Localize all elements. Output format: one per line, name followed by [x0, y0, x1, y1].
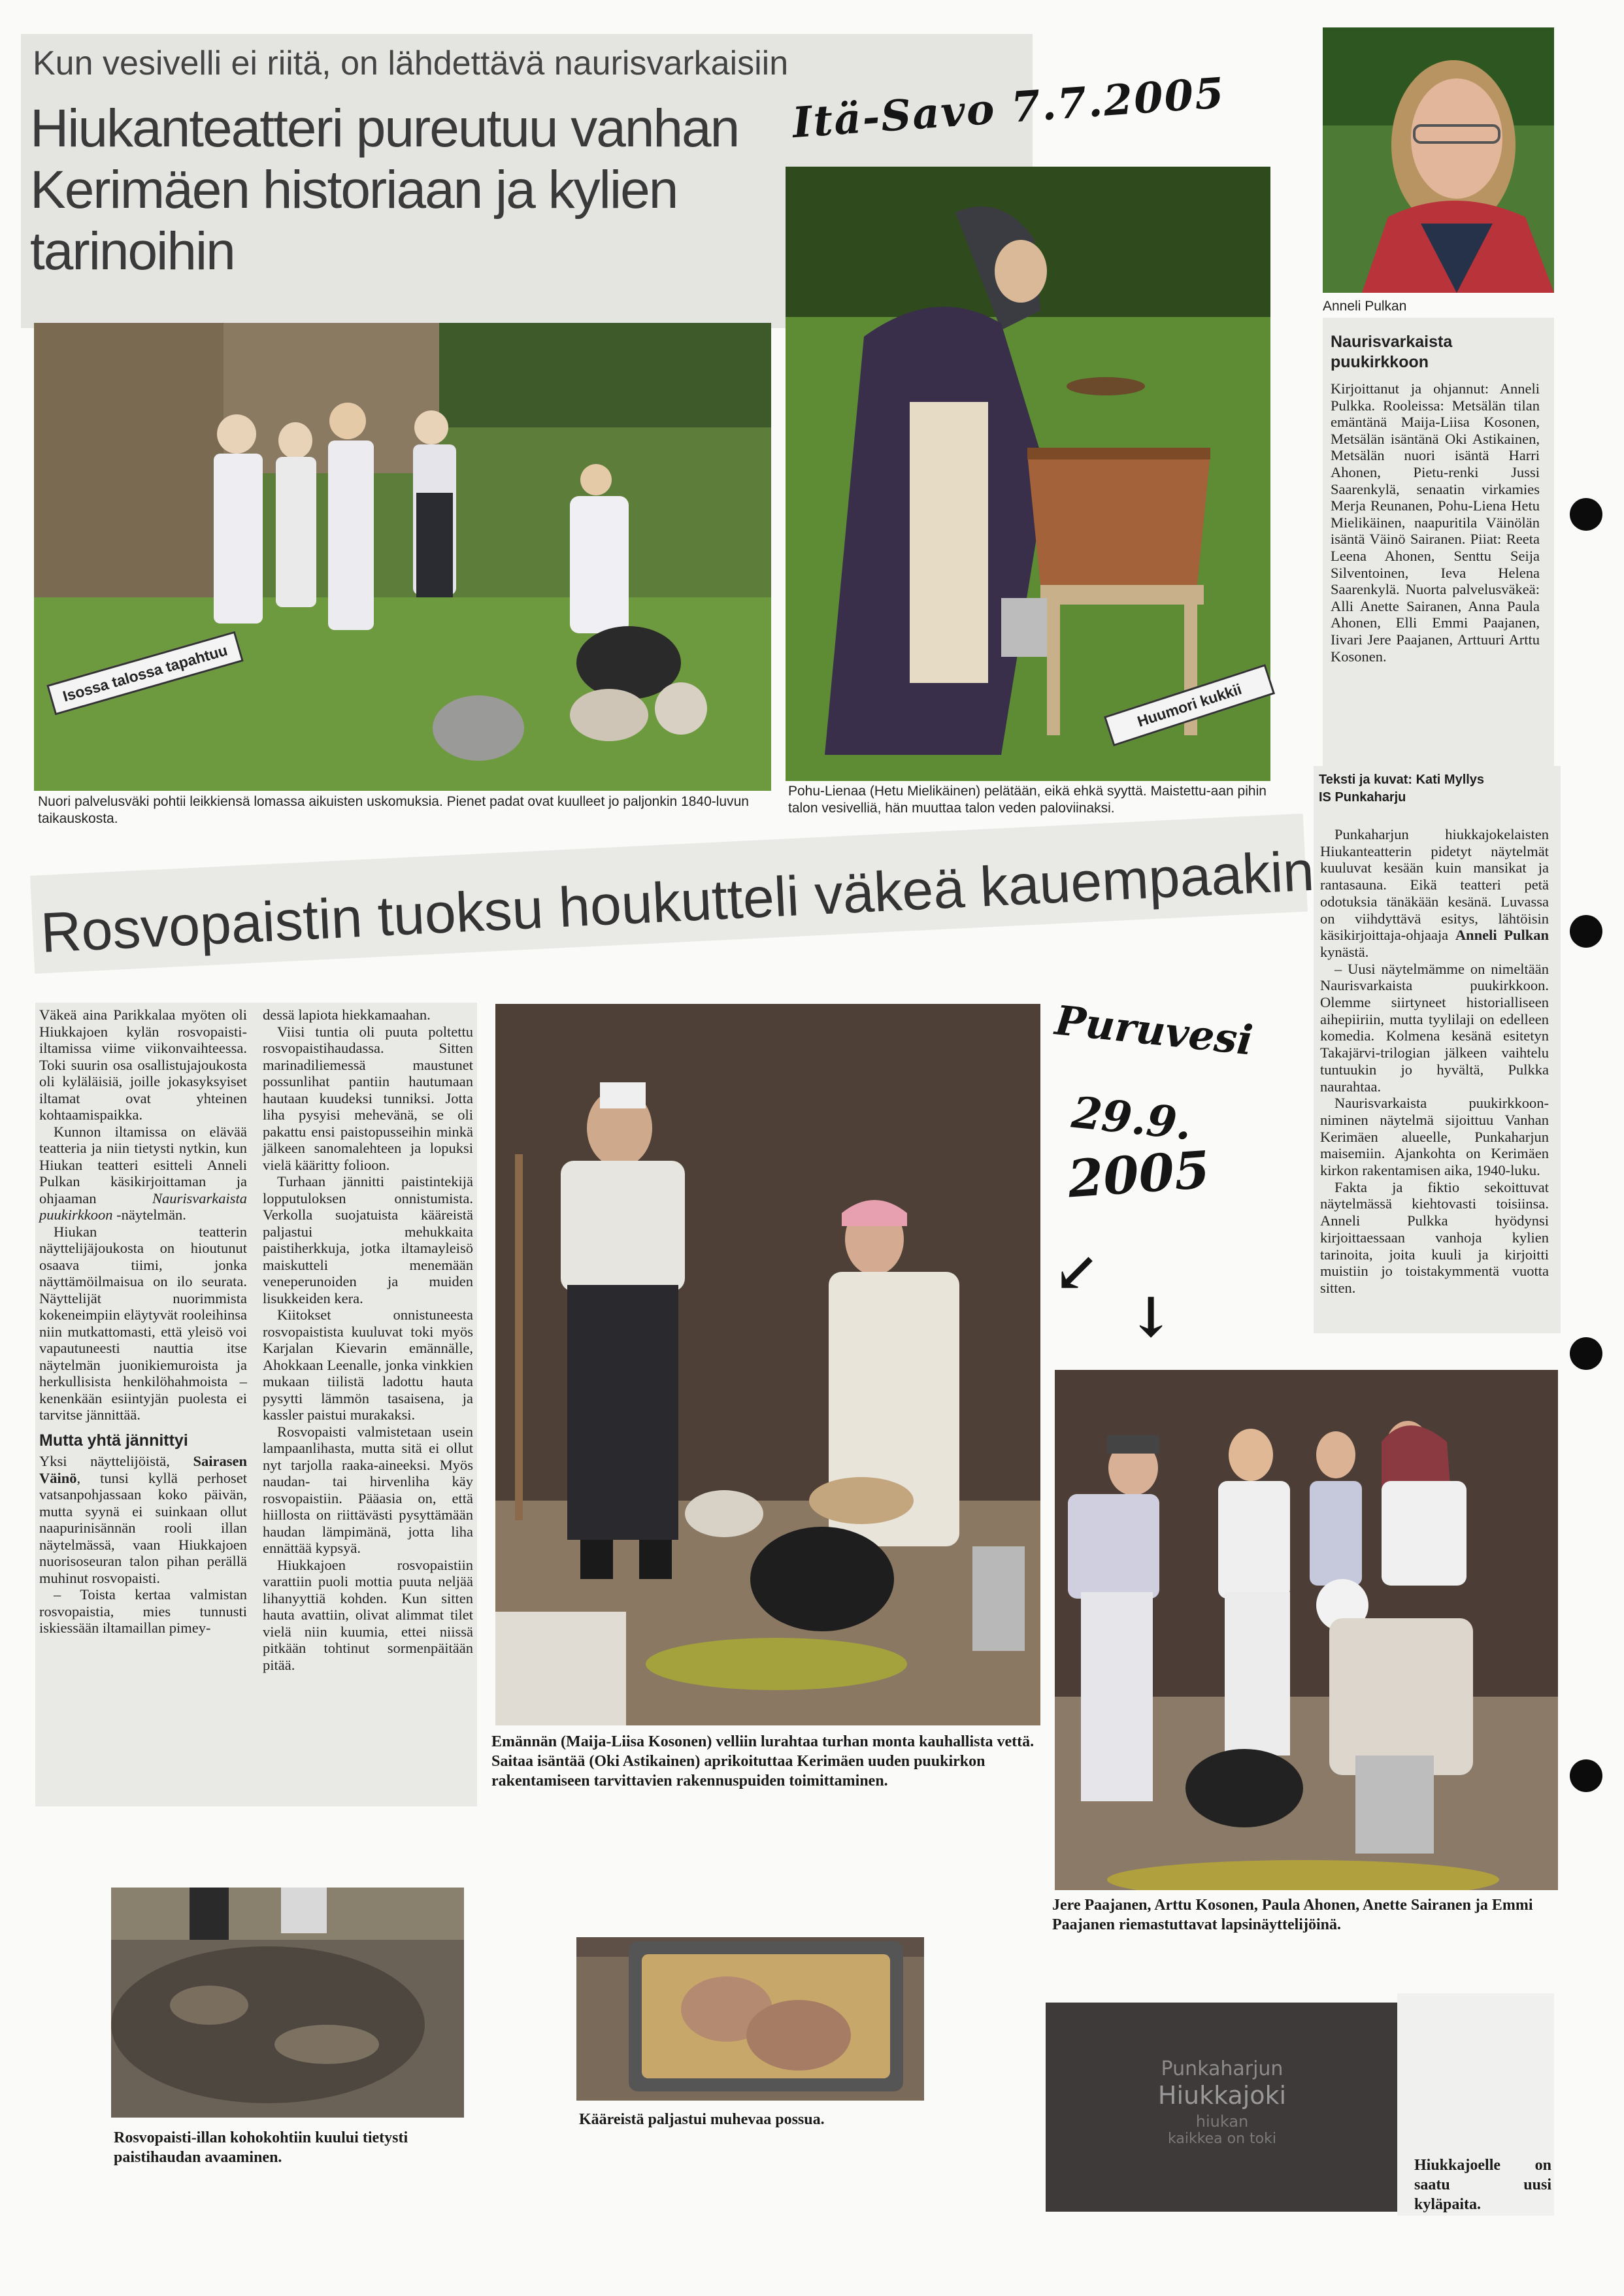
- punch-hole: [1570, 498, 1602, 531]
- sign-line-3: hiukan: [1195, 2112, 1249, 2131]
- handwritten-source: Puruvesi: [1053, 996, 1255, 1065]
- col2-p1: dessä lapiota hiekkamaahan.: [263, 1007, 431, 1023]
- handwritten-arrow-down: ↓: [1128, 1285, 1174, 1350]
- article1-body-p2: – Uusi näytelmämme on nimeltään Naurisvarkaista puukirkkoon. Olemme siirtyneet historialliseen aihepiiriin, mutta tyylilaji on edelleen komedia. Kolmena kesänä esitetyn Takajärvi-trilogian jälkeen vaihtelu tuntuukin jo hyvältä, Pulkka naurahtaa.: [1320, 960, 1549, 1095]
- punch-hole: [1570, 915, 1602, 948]
- col2-p2: Viisi tuntia oli puuta poltettu rosvopaistihaudassa. Sitten marinadiliemessä maustunet possunlihat pantiin hautumaan hautaan kuudeksi tunniksi. Jotta liha pysyisi mehevänä, se oli pakattu ensi paistopusseihin minkä jälkeen sanomalehteen ja lopuksi vielä kääritty folioon.: [263, 1023, 473, 1173]
- article1-body-author-name: Anneli Pulkan: [1455, 927, 1549, 944]
- article2-column-2: [263, 1007, 473, 1673]
- col1-p2: [39, 1123, 247, 1223]
- col1-p5: – Toista kertaa valmistan rosvopaistia, mies tunnusti iskiessään iltamaillan pimey-: [39, 1586, 247, 1636]
- photo-child-actors-image: [1055, 1370, 1558, 1890]
- photo-roast-pit-image: [111, 1888, 464, 2118]
- sign-caption: Hiukkajoelle on saatu uusi kyläpaita.: [1414, 2157, 1551, 2213]
- col1-p4-text: Yksi näyttelijöistä,: [39, 1453, 170, 1469]
- col2-p6: Hiukkajoen rosvopaistiin varattiin puoli mottia puuta neljää lihanyyttiä kohden. Kun sitten hauta avattiin, olivat alimmat tilet vielä niin kuumia, ettei niissä pitkään tohtinut sormenpäitään pitää.: [263, 1556, 473, 1673]
- col1-p2-end: -näytelmän.: [116, 1206, 186, 1223]
- col1-p1: Väkeä aina Parikkalaa myöten oli Hiukkajoen kylän rosvopaisti-iltamissa viime viikonvaihteessa. Toki suurin osa osallistujajoukosta oli kyläläisiä, joille jokasyksyiset iltamat ovat yhteinen kohtaamispaikka.: [39, 1007, 247, 1123]
- col1-p3: Hiukan teatterin näyttelijäjoukosta on hioutunut osaava tiimi, jonka näyttämöilmaisua on ilo seurata. Näyttelijät nuorimmista kokeneimpiin eläytyvät rooleihinsa niin mutkattomasti, että yleisö voi vapautuneesti nauttia itse näytelmän juonikiemuroista ja herkullisista henkilöhahmoista – kenenkään esiintyjän puolesta ei tarvitse jännittää.: [39, 1223, 247, 1423]
- col1-play-title: Naurisvarkaista puukirkkoon: [39, 1190, 247, 1223]
- photo2-caption: Pohu-Lienaa (Hetu Mielikäinen) pelätään, eikä ehkä syyttä. Maistettu-aan pihin talon vesivelliä, hän muuttaa talon veden paloviinaksi.: [788, 784, 1267, 816]
- article1-body-p3: Naurisvarkaista puukirkkoon-niminen näytelmä sijoittuu Vanhan Kerimäen alueelle, Punkaharjun maisemiin. Ajankohta on Kerimäen kirkon rakentamisen aika, 1940-luku.: [1320, 1095, 1549, 1179]
- col2-p4: Kiitokset onnistuneesta rosvopaistista kuuluvat toki myös Karjalan Kievarin emännälle, Ahokkaan Leenalle, jonka vinkkien mukaan tiilistä ladottu hauta pysytti lämmön tasaisena, ja kassler paistui murakaksi.: [263, 1306, 473, 1423]
- infobox-text: Kirjoittanut ja ohjannut: Anneli Pulkka. Rooleissa: Metsälän tilan emäntänä Maija-Liisa Kosonen, Metsälän isäntänä Oki Astikainen, Metsälän nuori isäntä Harri Ahonen, Pietu-renki Jussi Saarenkylä, senaatin virkamies Merja Reunanen, Pohu-Liena Hetu Mielikäinen, naapuritila Väinölän isäntä Väinö Sairanen. Piiat: Reeta Leena Ahonen, Senttu Seija Silventoinen, Ieva Helena Saarenkylä. Nuorta palvelusväkeä: Alli Anette Sairanen, Anna Paula Ahonen, Elli Emmi Paajanen, Iivari Jere Paajanen, Arttuuri Arttu Kosonen.: [1331, 380, 1540, 665]
- photo-stage-couple-image: [495, 1004, 1040, 1725]
- col1-p4-name: Sairasen Väinö: [39, 1453, 247, 1486]
- photo-kids-caption: Jere Paajanen, Arttu Kosonen, Paula Ahonen, Anette Sairanen ja Emmi Paajanen riemastuttavat lapsinäyttelijöinä.: [1052, 1897, 1533, 1933]
- sign-line-1: Punkaharjun: [1161, 2057, 1284, 2080]
- article1-body-p1-text: Punkaharjun hiukkajokelaisten Hiukanteatterin pidetyt näytelmät kuuluvat kesään kuin mansikat ja rantasauna. Eikä teatteri petä odotuksia tänäkään kesänä. Luvassa on viihdyttävä esitys, lähtöisin käsikirjoittaja-ohjaaja: [1320, 826, 1549, 944]
- photo-stage-couple: [495, 1004, 1040, 1725]
- portrait-anneli-pulkka: [1323, 27, 1554, 293]
- col1-subhead: Mutta yhtä jännittyi: [39, 1431, 188, 1450]
- article1-headline: Hiukanteatteri pureutuu vanhan Kerimäen historiaan ja kylien tarinoihin: [30, 99, 739, 281]
- photo-roast-pan-image: [576, 1937, 924, 2101]
- col1-p4-end: , tunsi kyllä perhoset vatsanpohjassaan koko päivän, mutta syynä ei suinkaan ollut naapurinisännän rooli illan näytelmässä, vaan Hiukkajoen nuorisoseuran talon pihan perällä muhinut rosvopaisti.: [39, 1469, 247, 1586]
- article2-column-1: [39, 1007, 247, 1637]
- photo-children-yard-image: [34, 323, 771, 791]
- photo-roast-pan: [576, 1937, 924, 2101]
- photo-stage-caption: Emännän (Maija-Liisa Kosonen) velliin lurahtaa turhan monta kauhallista vettä. Saitaa isäntää (Oki Astikainen) aprikoituttaa Kerimäen uuden puukirkon rakentamiseen tarvittavien rakennuspuiden toimittaminen.: [491, 1733, 1035, 1789]
- byline-author: Teksti ja kuvat: Kati Myllys: [1319, 773, 1485, 787]
- photo2-tag: Huumori kukkii: [1104, 664, 1275, 746]
- photo1-caption: Nuori palvelusväki pohtii leikkiensä lomassa aikuisten uskomuksia. Pienet padat ovat kuulleet jo paljonkin 1840-luvun taikauskosta.: [38, 794, 749, 826]
- article1-body-p1-end: kynästä.: [1320, 943, 1369, 960]
- handwritten-date-2-day: 29.9.: [1069, 1086, 1195, 1150]
- photo-roast-pit: [111, 1888, 464, 2118]
- article2-headline: Rosvopaistin tuoksu houkutteli väkeä kauempaakin: [39, 839, 1316, 965]
- col1-p2-text: Kunnon iltamissa on elävää teatteria ja niin tietysti nytkin, kun Hiukan teatteri esitteli Anneli Pulkan käsikirjoittaman ja ohjaaman: [39, 1123, 247, 1206]
- photo-pit-caption: Rosvopaisti-illan kohokohtiin kuului tietysti paistihaudan avaaminen.: [114, 2129, 408, 2166]
- article1-body: [1320, 826, 1549, 1297]
- photo-children-yard: [34, 323, 771, 791]
- handwritten-date-2-year: 2005: [1066, 1140, 1212, 1210]
- photo1-tag: Isossa talossa tapahtuu: [46, 631, 244, 716]
- col2-p3: Turhaan jännitti paistintekijä lopputuloksen onnistumista. Verkolla suojatuista kääreistä paljastui mehukkaita paistiherkkuja, jotka iltamayleisö maiskutteli menemään veneperunoiden ja muiden lisukkeiden kera.: [263, 1173, 473, 1306]
- col1-p4: [39, 1453, 247, 1586]
- photo-child-actors: [1055, 1370, 1558, 1890]
- byline-place: IS Punkaharju: [1319, 790, 1406, 805]
- col2-p5: Rosvopaisti valmistetaan usein lampaanlihasta, mutta sitä ei ollut nyt tarjolla raaka-aineeksi. Myös naudan- tai hirvenliha käy rosvopaistiin. Pääasia on, että hiillosta on riittävästi pysyttämään haudan lämpimänä, jotta liha ennättää kypsyä.: [263, 1423, 473, 1556]
- article1-body-p4: Fakta ja fiktio sekoittuvat näytelmässä kiehtovasti toisiinsa. Anneli Pulkka hyödynsi kirjoittaessaan vanhoja kylien tarinoita, joita kuuli ja kirjoitti muistiin jo toistakymmentä vuotta sitten.: [1320, 1178, 1549, 1296]
- photo-village-sign: [1046, 2003, 1397, 2212]
- punch-hole: [1570, 1337, 1602, 1370]
- sign-line-4: kaikkea on toki: [1168, 2131, 1276, 2147]
- handwritten-arrow-left: ↙: [1053, 1239, 1100, 1304]
- handwritten-date: Itä-Savo 7.7.2005: [791, 68, 1227, 148]
- sign-line-2: Hiukkajoki: [1157, 2081, 1287, 2110]
- article1-kicker: Kun vesivelli ei riitä, on lähdettävä naurisvarkaisiin: [33, 44, 789, 82]
- infobox-title: Naurisvarkaista puukirkkoon: [1331, 333, 1453, 371]
- portrait-caption: Anneli Pulkan: [1323, 299, 1407, 314]
- photo-pan-caption: Kääreistä paljastui muhevaa possua.: [579, 2111, 825, 2128]
- punch-hole: [1570, 1759, 1602, 1792]
- portrait-image: [1323, 27, 1554, 293]
- article1-body-p1: [1320, 826, 1549, 961]
